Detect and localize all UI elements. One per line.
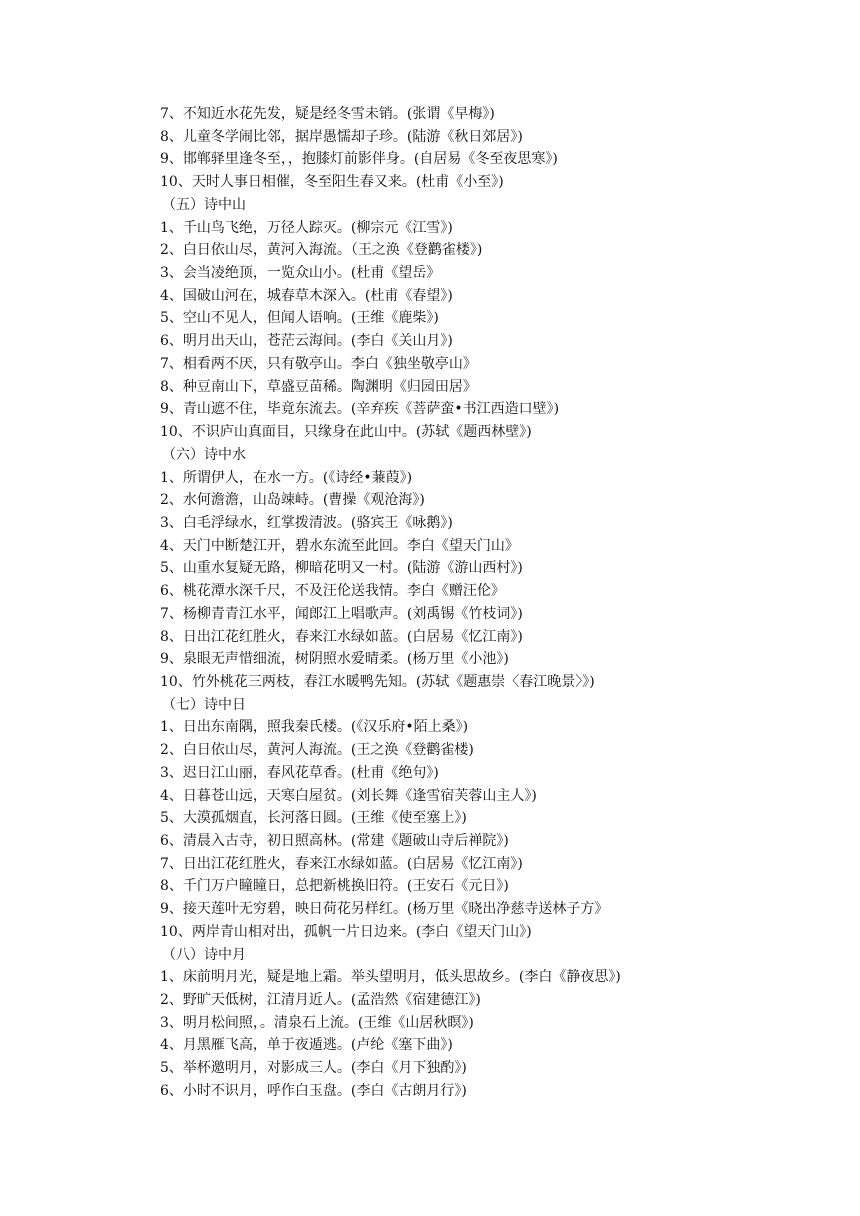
verse-line: 3、迟日江山丽，春风花草香。(杜甫《绝句》) <box>160 764 439 781</box>
verse-line: 10、天时人事日相催，冬至阳生春又来。(杜甫《小至》) <box>160 174 504 191</box>
verse-line: 3、明月松间照，。清泉石上流。(王维《山居秋瞑》) <box>160 1014 474 1031</box>
verse-line: 7、杨柳青青江水平，闻郎江上唱歌声。(刘禹锡《竹枝词》) <box>160 605 523 622</box>
verse-line: 3、白毛浮绿水，红掌拨清波。(骆宾王《咏鹅》) <box>160 514 453 531</box>
verse-line: 10、不识庐山真面目，只缘身在此山中。(苏轼《题西林壁》) <box>160 424 532 441</box>
section-heading: （八）诗中月 <box>162 946 246 963</box>
poem-list <box>160 103 840 1103</box>
verse-line: 6、明月出天山，苍茫云海间。(李白《关山月》) <box>160 333 453 350</box>
verse-line: 4、国破山河在，城春草木深入。(杜甫《春望》) <box>160 287 453 304</box>
verse-line: 6、小时不识月，呼作白玉盘。(李白《古朗月行》) <box>160 1082 467 1099</box>
verse-line: 8、儿童冬学闹比邻，据岸愚懦却子珍。(陆游《秋日郊居》) <box>160 128 523 145</box>
verse-line: 7、不知近水花先发，疑是经冬雪未销。(张谓《早梅》) <box>160 106 495 122</box>
verse-line: 9、接天莲叶无穷碧，映日荷花另样红。(杨万里《晓出净慈寺送林子方》 <box>160 901 609 918</box>
verse-line: 7、相看两不厌，只有敬亭山。李白《独坐敬亭山》 <box>160 355 477 372</box>
verse-line: 1、所谓伊人，在水一方。(《诗经•蒹葭》) <box>160 469 413 486</box>
verse-line: 8、千门万户瞳瞳日，总把新桃换旧符。(王安石《元日》) <box>160 878 509 895</box>
verse-line: 4、天门中断楚江开，碧水东流至此回。李白《望天门山》 <box>160 537 519 554</box>
verse-line: 5、空山不见人，但闻人语响。(王维《鹿柴》) <box>160 310 439 327</box>
verse-line: 2、野旷天低树，江清月近人。(孟浩然《宿建德江》) <box>160 992 481 1009</box>
verse-line: 8、日出江花红胜火，春来江水绿如蓝。(白居易《忆江南》) <box>160 628 523 645</box>
verse-line: 1、日出东南隅，照我秦氏楼。(《汉乐府•陌上桑》) <box>160 719 469 736</box>
verse-line: 9、泉眼无声惜细流，树阴照水爱晴柔。(杨万里《小池》) <box>160 651 509 668</box>
verse-line: 2、水何澹澹，山岛竦峙。(曹操《观沧海》) <box>160 492 425 509</box>
verse-line: 9、青山遮不住，毕竟东流去。(辛弃疾《菩萨蛮•书江西造口壁》) <box>160 401 560 418</box>
verse-line: 10、竹外桃花三两枝，春江水暖鸭先知。(苏轼《题惠崇〈春江晚景〉》) <box>160 673 595 690</box>
verse-line: 2、白日依山尽，黄河人海流。(王之涣《登鹳雀楼) <box>160 742 474 759</box>
section-heading: （七）诗中日 <box>162 696 246 713</box>
verse-line: 2、白日依山尽，黄河入海流。（王之涣《登鹳雀楼》) <box>160 242 483 259</box>
section-heading: （五）诗中山 <box>162 196 246 213</box>
verse-line: 8、种豆南山下，草盛豆苗稀。陶渊明《归园田居》 <box>160 378 477 395</box>
verse-line: 9、邯郸驿里逢冬至，，抱膝灯前影伴身。(自居易《冬至夜思寒》) <box>160 151 558 168</box>
verse-line: 6、清晨入古寺，初日照高林。(常建《题破山寺后禅院》) <box>160 833 509 849</box>
verse-line: 7、日出江花红胜火，春来江水绿如蓝。(白居易《忆江南》) <box>160 855 523 872</box>
verse-line: 5、大漠孤烟直，长河落日圆。(王维《使至塞上》) <box>160 810 467 827</box>
section-heading: （六）诗中水 <box>162 446 246 463</box>
verse-line: 10、两岸青山相对出，孤帆一片日边来。(李白《望天门山》) <box>160 923 532 940</box>
verse-line: 5、山重水复疑无路，柳暗花明又一村。(陆游《游山西村》) <box>160 560 523 577</box>
verse-line: 5、举杯邀明月，对影成三人。(李白《月下独酌》) <box>160 1060 467 1077</box>
verse-line: 6、桃花潭水深千尺，不及汪伦送我情。李白《赠汪伦》 <box>160 583 505 600</box>
verse-line: 3、会当凌绝顶，一览众山小。(杜甫《望岳》 <box>160 265 441 282</box>
verse-line: 1、千山鸟飞绝，万径人踪灭。(柳宗元《江雪》) <box>160 219 453 236</box>
verse-line: 1、床前明月光，疑是地上霜。举头望明月，低头思故乡。(李白《静夜思》) <box>160 969 621 986</box>
verse-line: 4、月黑雁飞高，单于夜遁逃。(卢纶《塞下曲》) <box>160 1037 453 1054</box>
verse-line: 4、日暮苍山远，天寒白屋贫。(刘长舞《逢雪宿芙蓉山主人》) <box>160 787 537 804</box>
